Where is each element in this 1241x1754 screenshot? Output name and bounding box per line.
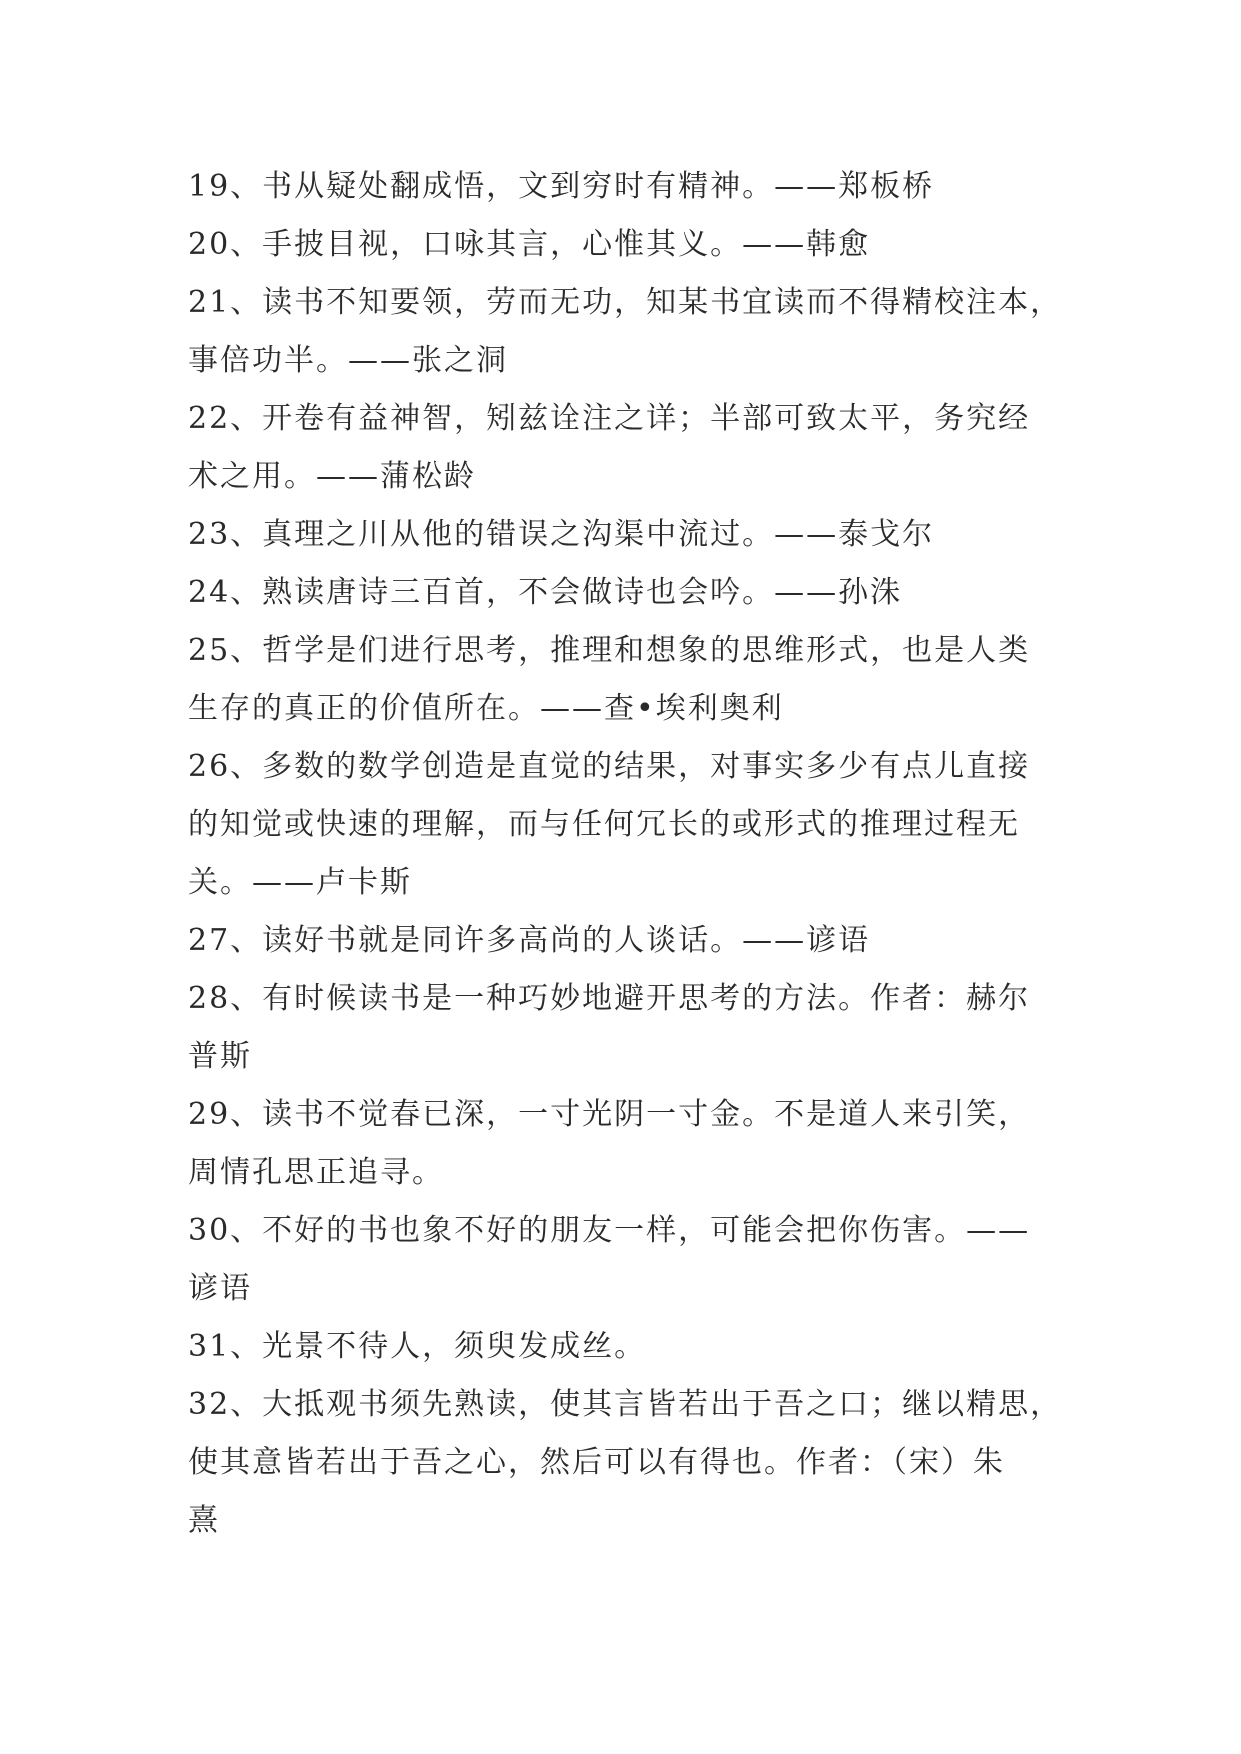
text-line: 31、光景不待人，须臾发成丝。 (188, 1329, 647, 1364)
text-line: 24、熟读唐诗三百首，不会做诗也会吟。——孙洙 (188, 575, 903, 610)
text-line: 关。——卢卡斯 (188, 865, 412, 900)
quote-text-block (188, 158, 1068, 1550)
text-line: 23、真理之川从他的错误之沟渠中流过。——泰戈尔 (188, 517, 935, 552)
text-line: 普斯 (188, 1039, 252, 1074)
text-line: 26、多数的数学创造是直觉的结果，对事实多少有点儿直接 (188, 749, 1031, 784)
text-line: 22、开卷有益神智，矧兹诠注之详；半部可致太平，务究经 (188, 401, 1031, 436)
text-line: 生存的真正的价值所在。——查•埃利奥利 (188, 691, 784, 726)
text-line: 的知觉或快速的理解，而与任何冗长的或形式的推理过程无 (188, 807, 1020, 842)
text-line: 30、不好的书也象不好的朋友一样，可能会把你伤害。—— (188, 1213, 1031, 1248)
text-line: 32、大抵观书须先熟读，使其言皆若出于吾之口；继以精思， (188, 1387, 1063, 1422)
text-line: 术之用。——蒲松龄 (188, 459, 476, 494)
text-line: 21、读书不知要领，劳而无功，知某书宜读而不得精校注本， (188, 285, 1063, 320)
text-line: 熹 (188, 1503, 220, 1538)
text-line: 28、有时候读书是一种巧妙地避开思考的方法。作者：赫尔 (188, 981, 1031, 1016)
text-line: 20、手披目视，口咏其言，心惟其义。——韩愈 (188, 227, 871, 262)
text-line: 25、哲学是们进行思考，推理和想象的思维形式，也是人类 (188, 633, 1031, 668)
text-line: 27、读好书就是同许多高尚的人谈话。——谚语 (188, 923, 871, 958)
text-line: 事倍功半。——张之洞 (188, 343, 508, 378)
text-line: 29、读书不觉春已深，一寸光阴一寸金。不是道人来引笑， (188, 1097, 1031, 1132)
text-line: 19、书从疑处翻成悟，文到穷时有精神。——郑板桥 (188, 169, 935, 204)
text-line: 使其意皆若出于吾之心，然后可以有得也。作者：（宋）朱 (188, 1445, 1005, 1480)
text-line: 谚语 (188, 1271, 252, 1306)
text-line: 周情孔思正追寻。 (188, 1155, 444, 1190)
